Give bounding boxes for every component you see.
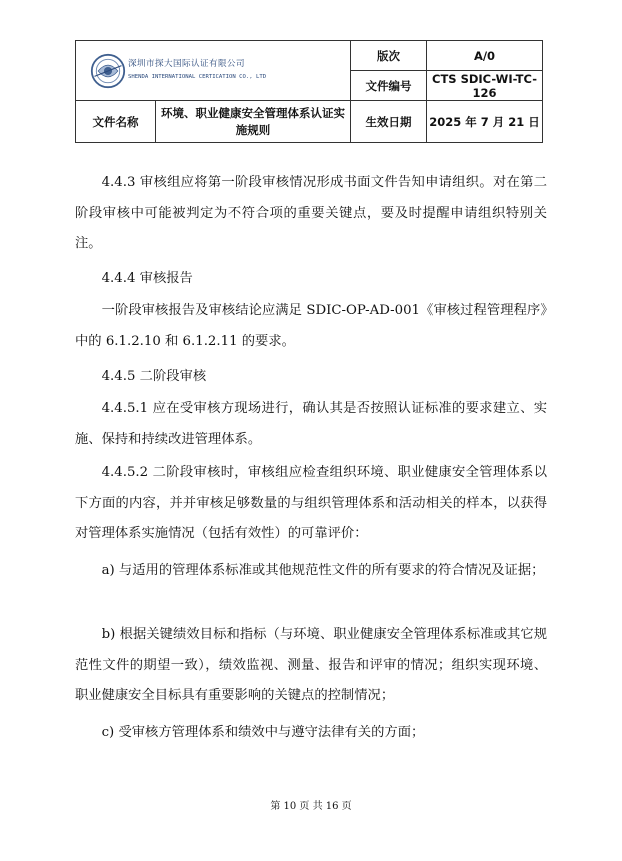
- doc-number-value: CTS SDIC-WI-TC-126: [427, 71, 543, 101]
- effective-date-label: 生效日期: [351, 101, 427, 143]
- company-name-en: SHENDA INTERNATIONAL CERTICATION CO., LTD: [128, 73, 267, 80]
- page-number-footer: 第 10 页 共 16 页: [270, 801, 352, 812]
- version-label: 版次: [351, 41, 427, 71]
- paragraph-audit-report: 一阶段审核报告及审核结论应满足 SDIC-OP-AD-001《审核过程管理程序》中的 6.1.2.10 和 6.1.2.11 的要求。: [75, 303, 547, 349]
- paragraph-4-4-5-1: 4.4.5.1 应在受审核方现场进行，确认其是否按照认证标准的要求建立、实施、保持和持续改进管理体系。: [75, 401, 547, 447]
- paragraph-4-4-3: 4.4.3 审核组应将第一阶段审核情况形成书面文件告知申请组织。对在第二阶段审核中可能被判定为不符合项的重要关键点，要及时提醒申请组织特别关注。: [75, 175, 547, 251]
- doc-name-value: 环境、职业健康安全管理体系认证实施规则: [156, 101, 351, 143]
- list-item-c: c) 受审核方管理体系和绩效中与遵守法律有关的方面；: [101, 725, 425, 740]
- company-logo-cell: [76, 41, 351, 101]
- doc-number-label: 文件编号: [351, 71, 427, 101]
- list-item-a: a) 与适用的管理体系标准或其他规范性文件的所有要求的符合情况及证据；: [101, 563, 545, 578]
- heading-4-4-5: 4.4.5 二阶段审核: [101, 369, 207, 384]
- company-name-cn: 深圳市探大国际认证有限公司: [128, 58, 245, 69]
- paragraph-4-4-5-2: 4.4.5.2 二阶段审核时，审核组应检查组织环境、职业健康安全管理体系以下方面的内容，并并审核足够数量的与组织管理体系和活动相关的样本，以获得对管理体系实施情况（包括有效性）的可靠评价：: [75, 465, 547, 541]
- doc-name-label: 文件名称: [76, 101, 156, 143]
- version-value: A/0: [427, 41, 543, 71]
- effective-date-value: 2025 年 7 月 21 日: [427, 101, 543, 143]
- document-header-table: [75, 40, 543, 143]
- company-logo-icon: [90, 53, 126, 89]
- list-item-b: b) 根据关键绩效目标和指标（与环境、职业健康安全管理体系标准或其它规范性文件的期望一致），绩效监视、测量、报告和评审的情况；组织实现环境、职业健康安全目标具有重要影响的关键点的控制情况；: [75, 627, 547, 703]
- heading-4-4-4: 4.4.4 审核报告: [101, 271, 193, 286]
